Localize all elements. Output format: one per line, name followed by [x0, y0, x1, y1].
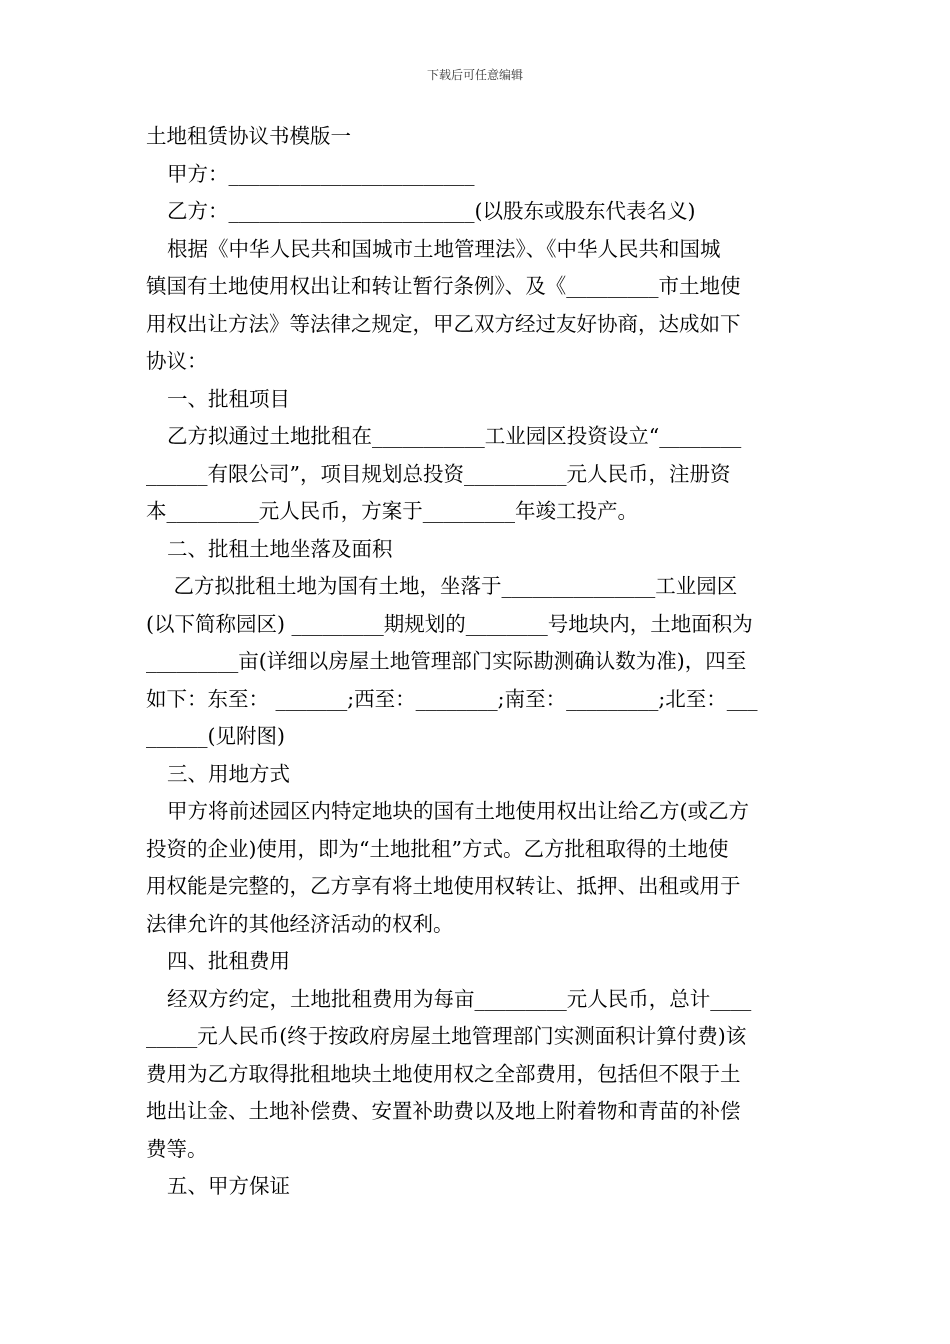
section-4-line: 费等。 [146, 1136, 208, 1161]
section-2-line: ______(见附图) [146, 724, 285, 748]
section-heading-3: 三、用地方式 [167, 761, 290, 786]
section-3-line: 法律允许的其他经济活动的权利。 [146, 911, 454, 936]
preamble-line: 根据《中华人民共和国城市土地管理法》、《中华人民共和国城 [167, 236, 721, 261]
section-2-line: _________亩(详细以房屋土地管理部门实际勘测确认数为准)，四至 [146, 649, 747, 673]
preamble-line: 用权出让方法》等法律之规定，甲乙双方经过友好协商，达成如下 [146, 311, 741, 336]
section-3-line: 用权能是完整的，乙方享有将土地使用权转让、抵押、出租或用于 [146, 874, 741, 898]
section-2-line: 如下：东至： _______;西至：________;南至：_________;北至：___ [146, 686, 758, 711]
section-4-line: 费用为乙方取得批租地块土地使用权之全部费用，包括但不限于土 [146, 1061, 741, 1086]
section-heading-2: 二、批租土地坐落及面积 [167, 536, 393, 561]
section-3-line: 投资的企业)使用，即为“土地批租”方式。乙方批租取得的土地使 [146, 836, 729, 861]
section-4-line: 地出让金、土地补偿费、安置补助费以及地上附着物和青苗的补偿 [146, 1099, 741, 1123]
preamble-line: 镇国有土地使用权出让和转让暂行条例》、及《_________市土地使 [146, 274, 741, 298]
section-2-line: 乙方拟批租土地为国有土地，坐落于_______________工业园区 [167, 574, 738, 598]
section-heading-1: 一、批租项目 [167, 386, 290, 411]
section-1-line: 乙方拟通过土地批租在___________工业园区投资设立“________ [167, 424, 742, 448]
document-title: 土地租赁协议书模版一 [146, 124, 351, 148]
section-1-line: ______有限公司”，项目规划总投资__________元人民币，注册资 [146, 461, 731, 486]
party-a-line: 甲方：________________________ [167, 161, 475, 186]
section-heading-5: 五、甲方保证 [167, 1174, 290, 1198]
section-1-line: 本_________元人民币，方案于_________年竣工投产。 [146, 499, 638, 523]
section-2-line: (以下简称园区) _________期规划的________号地块内，土地面积为 [146, 611, 753, 636]
party-b-line: 乙方：________________________(以股东或股东代表名义) [167, 199, 696, 223]
section-4-line: 经双方约定，土地批租费用为每亩_________元人民币，总计____ [167, 986, 752, 1011]
section-heading-4: 四、批租费用 [167, 949, 290, 973]
section-3-line: 甲方将前述园区内特定地块的国有土地使用权出让给乙方(或乙方 [167, 799, 749, 823]
page-header-note: 下载后可任意编辑 [426, 68, 523, 82]
preamble-line: 协议： [146, 349, 208, 373]
section-4-line: _____元人民币(终于按政府房屋土地管理部门实测面积计算付费)该 [146, 1024, 747, 1048]
document-body [146, 118, 808, 1206]
